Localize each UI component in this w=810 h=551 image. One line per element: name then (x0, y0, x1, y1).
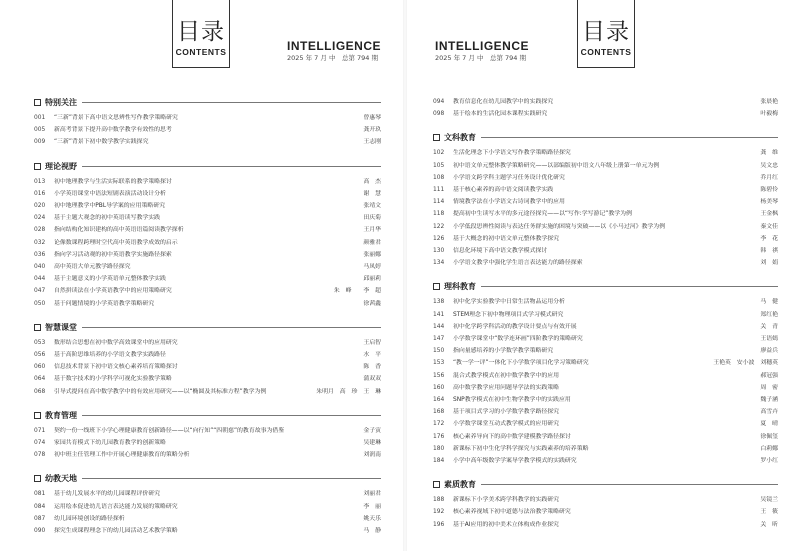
toc-article-title: 生活化理念下小学语文写作教学策略路径探究 (453, 150, 571, 157)
toc-article-title: 基于幼儿发展水平的幼儿园课程评价研究 (54, 491, 161, 498)
toc-article-title: 信息化环境下高中语文教学模式探讨 (453, 248, 548, 255)
toc-page-number: 153 (433, 360, 445, 367)
toc-article-title: 指向学习活动观的初中英语教学实施路径探索 (54, 251, 172, 258)
toc-page-number: 122 (433, 223, 445, 230)
toc-page-number: 060 (34, 364, 46, 371)
toc-page-number: 032 (34, 239, 46, 246)
toc-article-title: 基于主题大观念的初中英语读写教学实践 (54, 215, 161, 222)
toc-article-title: 基于数字技术的小学科学可视化实验教学策略 (54, 376, 172, 383)
toc-entry[interactable] (34, 386, 381, 398)
toc-entry[interactable] (34, 188, 381, 200)
toc-entry[interactable] (34, 273, 381, 285)
toc-entry[interactable] (34, 337, 381, 349)
toc-author: 关 青 (760, 323, 778, 330)
toc-author: 秦文佳 (760, 223, 778, 230)
toc-article-title: 基于核心素养的高中语文阅读教学实践 (453, 187, 554, 194)
issue-info: 2025 年 7 月 中 总第 794 期 (435, 54, 526, 62)
toc-author: 朱 峰 李 超 (333, 288, 381, 295)
toc-entry[interactable] (433, 321, 778, 333)
toc-author: 王志刚 (363, 139, 381, 146)
toc-entry[interactable] (34, 513, 381, 525)
toc-page-number: 172 (433, 421, 445, 428)
toc-author: 王月华 (363, 227, 381, 234)
toc-page-number: 040 (34, 264, 46, 271)
toc-author: 吴建琳 (363, 440, 381, 447)
toc-page-number: 130 (433, 248, 445, 255)
toc-entry[interactable] (34, 136, 381, 148)
toc-page-number: 005 (34, 127, 46, 134)
toc-article-title: 小学语文教学中强化学生语言表达能力的路径探索 (453, 260, 583, 267)
toc-page-number: 192 (433, 509, 445, 516)
toc-entry[interactable] (34, 425, 381, 437)
section-rule (481, 286, 778, 287)
toc-author: 王启智 (363, 339, 381, 346)
toc-article-title: 基于AI应用的初中美术立体构成作业探究 (453, 521, 559, 528)
toc-author: 郝冠强 (760, 372, 778, 379)
toc-page-number: 001 (34, 115, 46, 121)
section-heading (433, 280, 778, 293)
section-heading (34, 160, 381, 173)
toc-author: 王 筱 (760, 509, 778, 516)
toc-entry[interactable] (34, 224, 381, 236)
toc-page-number: 053 (34, 339, 46, 346)
toc-page-number: 028 (34, 227, 46, 234)
toc-entry[interactable] (34, 488, 381, 500)
toc-page-number: 141 (433, 311, 445, 318)
toc-article-title: 探究生成课程理念下的幼儿园活动艺术教学策略 (54, 528, 178, 535)
section-title: 理科教育 (444, 282, 476, 292)
toc-article-title: 提高初中生读写水平的多元途径探究——以“写作:学写游记”教学为例 (453, 211, 632, 218)
toc-page-number: 009 (34, 139, 46, 146)
section-heading (34, 321, 381, 334)
toc-page-number: 164 (433, 397, 445, 404)
toc-entry[interactable] (433, 357, 778, 369)
toc-page-number: 196 (433, 521, 445, 528)
section-rule (82, 166, 381, 167)
right-page (405, 0, 810, 551)
toc-article-title: 新课标下初中生化学科学探究与实践素养的培养策略 (453, 445, 589, 452)
toc-article-title: 幼儿园环境创设的路径探析 (54, 515, 125, 522)
toc-article-title: STEM理念下初中物理项目式学习模式研究 (453, 311, 564, 318)
toc-page-number: 160 (433, 384, 445, 391)
toc-article-title: 基于问题情境的小学英语教学策略研究 (54, 300, 155, 307)
toc-section (433, 280, 778, 467)
toc-page-number: 134 (433, 260, 445, 267)
toc-author: 王艳英 安小波 刘穗英 (713, 360, 778, 367)
toc-entry[interactable] (34, 112, 381, 124)
section-rule (481, 484, 778, 485)
toc-author: 张靖文 (363, 203, 381, 210)
toc-entry[interactable] (433, 406, 778, 418)
section-title: 特别关注 (45, 98, 77, 107)
toc-author: 白莉娜 (760, 445, 778, 452)
section-heading (433, 131, 778, 144)
toc-article-title: 自然拼读法在小学英语教学中的应用策略研究 (54, 288, 172, 295)
toc-entry[interactable] (34, 449, 381, 461)
section-title: 理论视野 (45, 161, 77, 171)
toc-page-number: 090 (34, 528, 46, 535)
section-box-icon (34, 324, 41, 331)
toc-article-title: 情境教学法在小学语文古诗词教学中的应用 (453, 199, 565, 206)
toc-page-number: 126 (433, 235, 445, 242)
toc-page-number: 020 (34, 203, 46, 210)
toc-article-title: 基于项目式学习的小学数学教学路径探究 (453, 409, 560, 416)
toc-page-number: 078 (34, 452, 46, 459)
section-heading (34, 472, 381, 485)
toc-entry[interactable] (433, 208, 778, 220)
toc-author: 陈碧伶 (760, 187, 778, 194)
toc-page-number: 094 (433, 99, 445, 105)
toc-article-title: 小学中高年级数学学案导学教学模式的实践研究 (453, 458, 577, 465)
toc-author: 夏 晴 (760, 421, 778, 428)
section-rule (481, 137, 778, 138)
toc-article-title: 运用绘本促进幼儿语言表达能力发展的策略研究 (54, 503, 178, 510)
section-rule (82, 102, 381, 103)
toc-entry[interactable] (34, 285, 381, 297)
toc-article-title: 小学数学课堂中“数学连环画”四阶教学的策略研究 (453, 336, 583, 343)
toc-entry[interactable] (34, 249, 381, 261)
toc-article-title: 基于高阶思维培养的小学语文教学实践路径 (54, 352, 166, 359)
toc-page-number: 098 (433, 111, 445, 118)
toc-entry[interactable] (34, 437, 381, 449)
toc-entry[interactable] (433, 233, 778, 245)
toc-author: 徐茜鑫 (363, 300, 381, 307)
toc-entry[interactable] (433, 494, 778, 506)
toc-entry[interactable] (433, 96, 778, 108)
toc-article-title: “三新”背景下高中语文思辨性写作教学策略研究 (54, 115, 178, 121)
toc-page-number: 180 (433, 445, 445, 452)
toc-entry[interactable] (34, 373, 381, 385)
toc-entry[interactable] (433, 519, 778, 531)
toc-section-continued (433, 96, 778, 120)
toc-author: 韩 祺 (760, 248, 778, 255)
journal-header (435, 39, 529, 63)
toc-entry[interactable] (433, 506, 778, 518)
toc-article-title: “教一学一评”一体化下小学数学项目化学习策略研究 (453, 360, 589, 367)
toc-entry[interactable] (433, 394, 778, 406)
toc-author: 魏子涵 (760, 397, 778, 404)
section-rule (82, 478, 381, 479)
toc-entry[interactable] (433, 382, 778, 394)
section-box-icon (34, 412, 41, 419)
toc-article-title: SNP教学模式在初中生物学教学中的实践应用 (453, 397, 571, 404)
section-heading (34, 96, 381, 109)
toc-entry[interactable] (433, 172, 778, 184)
toc-author: 罗小红 (760, 458, 778, 465)
toc-author: 陈 香 (363, 364, 381, 371)
toc-entry[interactable] (433, 309, 778, 321)
toc-page-number: 102 (433, 150, 445, 157)
left-toc (34, 96, 381, 548)
toc-entry[interactable] (433, 257, 778, 269)
toc-page-number: 150 (433, 348, 445, 355)
toc-author: 廖益兵 (760, 348, 778, 355)
toc-article-title: 小学低段思辨性阅读与表达任务群实施的困境与突破——以《小马过河》教学为例 (453, 223, 666, 230)
toc-article-title: 小学语文跨学科主题学习任务设计优化研究 (453, 174, 565, 181)
toc-section (433, 478, 778, 531)
toc-page-number: 016 (34, 190, 46, 197)
toc-section (34, 96, 381, 149)
toc-entry[interactable] (34, 237, 381, 249)
contents-logo-en: CONTENTS (175, 47, 227, 57)
toc-entry[interactable] (433, 147, 778, 159)
toc-author: 马凤婷 (363, 264, 381, 271)
toc-author: 水 平 (363, 352, 381, 359)
toc-entry[interactable] (433, 221, 778, 233)
toc-entry[interactable] (433, 431, 778, 443)
toc-entry[interactable] (34, 124, 381, 136)
toc-page-number: 144 (433, 323, 445, 330)
toc-page-number: 138 (433, 299, 445, 306)
toc-entry[interactable] (433, 418, 778, 430)
contents-logo-cn: 目录 (582, 19, 630, 45)
right-toc (433, 96, 778, 542)
toc-page-number: 156 (433, 372, 445, 379)
toc-article-title: 初中地理教学与生活实际联系的教学策略探讨 (54, 178, 172, 185)
toc-article-title: 指向结构化知识建构的高中英语语篇阅读教学探析 (54, 227, 184, 234)
toc-author: 颜雅君 (363, 239, 381, 246)
toc-page-number: 050 (34, 300, 46, 307)
toc-article-title: 基于大概念的初中语文单元整体教学探究 (453, 235, 560, 242)
toc-author: 邱丽莉 (363, 276, 381, 283)
toc-page-number: 114 (433, 199, 445, 206)
toc-page-number: 184 (433, 458, 445, 465)
toc-article-title: 新课标下小学美术跨学科教学的实践研究 (453, 497, 560, 504)
toc-entry[interactable] (34, 525, 381, 537)
toc-article-title: 引导式提问在高中数学教学中的有效应用研究——以“椭圆及其标准方程”教学为例 (54, 388, 267, 395)
section-rule (82, 327, 381, 328)
toc-author: 关 昕 (760, 521, 778, 528)
toc-author: 刘丽君 (363, 491, 381, 498)
toc-article-title: 论像数课程跨理时空代高中英语教学成效的启示 (54, 239, 178, 246)
toc-page-number: 176 (433, 433, 445, 440)
toc-entry[interactable] (34, 261, 381, 273)
toc-article-title: 高中英语大单元教学路径探究 (54, 264, 131, 271)
section-title: 幼教天地 (45, 474, 77, 484)
toc-entry[interactable] (433, 455, 778, 467)
toc-article-title: 初中班主任管理工作中开展心理健康教育的策略分析 (54, 452, 190, 459)
toc-page-number: 118 (433, 211, 445, 218)
toc-page-number: 087 (34, 515, 46, 522)
toc-article-title: 小学数学课堂互动式教学模式的应用研究 (453, 421, 560, 428)
toc-page-number: 036 (34, 251, 46, 258)
section-box-icon (433, 481, 440, 488)
section-heading (34, 409, 381, 422)
toc-page-number: 147 (433, 336, 445, 343)
toc-entry[interactable] (433, 108, 778, 120)
toc-page-number: 044 (34, 276, 46, 283)
toc-article-title: 初中化学实验教学中日常生活物品运用分析 (453, 299, 565, 306)
toc-entry[interactable] (433, 370, 778, 382)
toc-page-number: 074 (34, 440, 46, 447)
toc-author: 徐佩玺 (760, 433, 778, 440)
section-heading (433, 478, 778, 491)
section-box-icon (34, 475, 41, 482)
journal-title: INTELLIGENCE (435, 39, 530, 53)
toc-article-title: 教育信息化在幼儿园教学中的实践探究 (453, 99, 554, 105)
toc-author: 高雪卉 (760, 409, 778, 416)
toc-entry[interactable] (433, 296, 778, 308)
toc-article-title: 混合式教学模式在初中数学教学中的应用 (453, 372, 560, 379)
toc-author: 曾惠琴 (363, 115, 381, 121)
toc-article-title: 核心素养视域下初中道德与法治教学策略研究 (453, 509, 571, 516)
toc-section (34, 409, 381, 462)
toc-page-number: 111 (433, 187, 445, 194)
toc-entry[interactable] (34, 349, 381, 361)
toc-section (34, 472, 381, 537)
toc-entry[interactable] (433, 160, 778, 172)
toc-page-number: 084 (34, 503, 46, 510)
toc-author: 龚开玖 (363, 127, 381, 134)
section-box-icon (433, 134, 440, 141)
toc-section (34, 160, 381, 310)
toc-author: 龚 维 (760, 150, 778, 157)
toc-author: 马 静 (363, 528, 381, 535)
toc-author: 李 花 (760, 235, 778, 242)
toc-entry[interactable] (433, 443, 778, 455)
toc-section (433, 131, 778, 269)
toc-entry[interactable] (34, 212, 381, 224)
toc-article-title: “三新”背景下初中数学教学实践探究 (54, 139, 149, 146)
toc-author: 刘润南 (363, 452, 381, 459)
toc-article-title: 数形结合思想在初中数学高效课堂中的应用研究 (54, 339, 178, 346)
toc-author: 乔月红 (760, 174, 778, 181)
toc-page-number: 013 (34, 178, 46, 185)
toc-article-title: 基于主题意义的小学英语单元整体教学实践 (54, 276, 166, 283)
toc-page-number: 188 (433, 497, 445, 504)
section-rule (82, 415, 381, 416)
toc-author: 吴镜兰 (760, 497, 778, 504)
toc-article-title: 家园共育模式下幼儿园教育教学的创新策略 (54, 440, 166, 447)
toc-article-title: 初中化学跨学科活动的教学设计要点与有效开展 (453, 323, 577, 330)
journal-header (287, 39, 381, 63)
toc-entry[interactable] (433, 196, 778, 208)
toc-author: 谢 慧 (363, 190, 381, 197)
contents-logo-cn: 目录 (177, 19, 225, 45)
toc-page-number: 068 (34, 388, 46, 395)
toc-entry[interactable] (34, 501, 381, 513)
toc-author: 金子寅 (363, 427, 381, 434)
toc-page-number: 071 (34, 427, 46, 434)
toc-entry[interactable] (433, 333, 778, 345)
contents-logo-en: CONTENTS (580, 47, 632, 57)
toc-author: 田庆菊 (363, 215, 381, 222)
toc-entry[interactable] (34, 200, 381, 212)
journal-title: INTELLIGENCE (287, 39, 382, 53)
toc-author: 朱明月 高 珍 王 琳 (316, 388, 381, 395)
toc-page-number: 105 (433, 162, 445, 169)
toc-author: 张丽娜 (363, 251, 381, 258)
toc-page-number: 064 (34, 376, 46, 383)
toc-article-title: 信息技术背景下初中语文核心素养培育策略探讨 (54, 364, 178, 371)
toc-article-title: 初中地理教学中PBL导学案的应用策略研究 (54, 203, 166, 210)
toc-article-title: 小学英语课堂中语法短剧表演活动设计分析 (54, 190, 166, 197)
toc-article-title: 基于绘本的生活化园本课程实践研究 (453, 111, 548, 118)
toc-page-number: 168 (433, 409, 445, 416)
toc-article-title: 核心素养导向下的高中数学建模教学路径探讨 (453, 433, 571, 440)
toc-article-title: 指向量感培养的小学数学教学策略研究 (453, 348, 554, 355)
toc-article-title: 新高考背景下提升高中数学教学有效性的思考 (54, 127, 172, 134)
toc-article-title: 契约一份一线班下小学心理健康教育创新路径——以“向行知”“四朝慈”的教育故事为借鉴 (54, 427, 285, 434)
toc-author: 郑红艳 (760, 311, 778, 318)
toc-entry[interactable] (433, 345, 778, 357)
toc-author: 王语嫣 (760, 336, 778, 343)
toc-author: 王金枫 (760, 211, 778, 218)
toc-page-number: 081 (34, 491, 46, 498)
section-box-icon (433, 283, 440, 290)
toc-entry[interactable] (433, 245, 778, 257)
toc-author: 马 健 (760, 299, 778, 306)
toc-page-number: 056 (34, 352, 46, 359)
contents-logo (172, 0, 230, 68)
toc-author: 李 丽 (363, 503, 381, 510)
toc-section (34, 321, 381, 398)
section-box-icon (34, 163, 41, 170)
toc-entry[interactable] (34, 176, 381, 188)
toc-entry[interactable] (34, 361, 381, 373)
toc-page-number: 108 (433, 174, 445, 181)
toc-author: 刘 娟 (760, 260, 778, 267)
toc-author: 吴文忠 (760, 162, 778, 169)
toc-author: 蒲双双 (363, 376, 381, 383)
contents-logo (577, 0, 635, 68)
toc-page-number: 047 (34, 288, 46, 295)
toc-author: 周 密 (760, 384, 778, 391)
toc-entry[interactable] (34, 298, 381, 310)
toc-page-number: 024 (34, 215, 46, 222)
section-box-icon (34, 99, 41, 106)
issue-info: 2025 年 7 月 中 总第 794 期 (287, 54, 378, 62)
toc-author: 杨美琴 (760, 199, 778, 206)
section-title: 智慧课堂 (45, 322, 77, 332)
section-title: 素质教育 (444, 480, 476, 490)
toc-author: 姚天乐 (363, 515, 381, 522)
section-title: 文科教育 (444, 133, 476, 143)
section-title: 教育管理 (45, 410, 77, 420)
toc-article-title: 初中语文单元整体教学策略研究——以部编版初中语文八年级上册第一单元为例 (453, 162, 660, 169)
toc-article-title: 高中数学教学应用问题导学法的实践策略 (453, 384, 560, 391)
toc-entry[interactable] (433, 184, 778, 196)
toc-author: 叶毅梅 (760, 111, 778, 118)
toc-author: 高 杰 (363, 178, 381, 185)
toc-author: 张晨艳 (760, 99, 778, 105)
